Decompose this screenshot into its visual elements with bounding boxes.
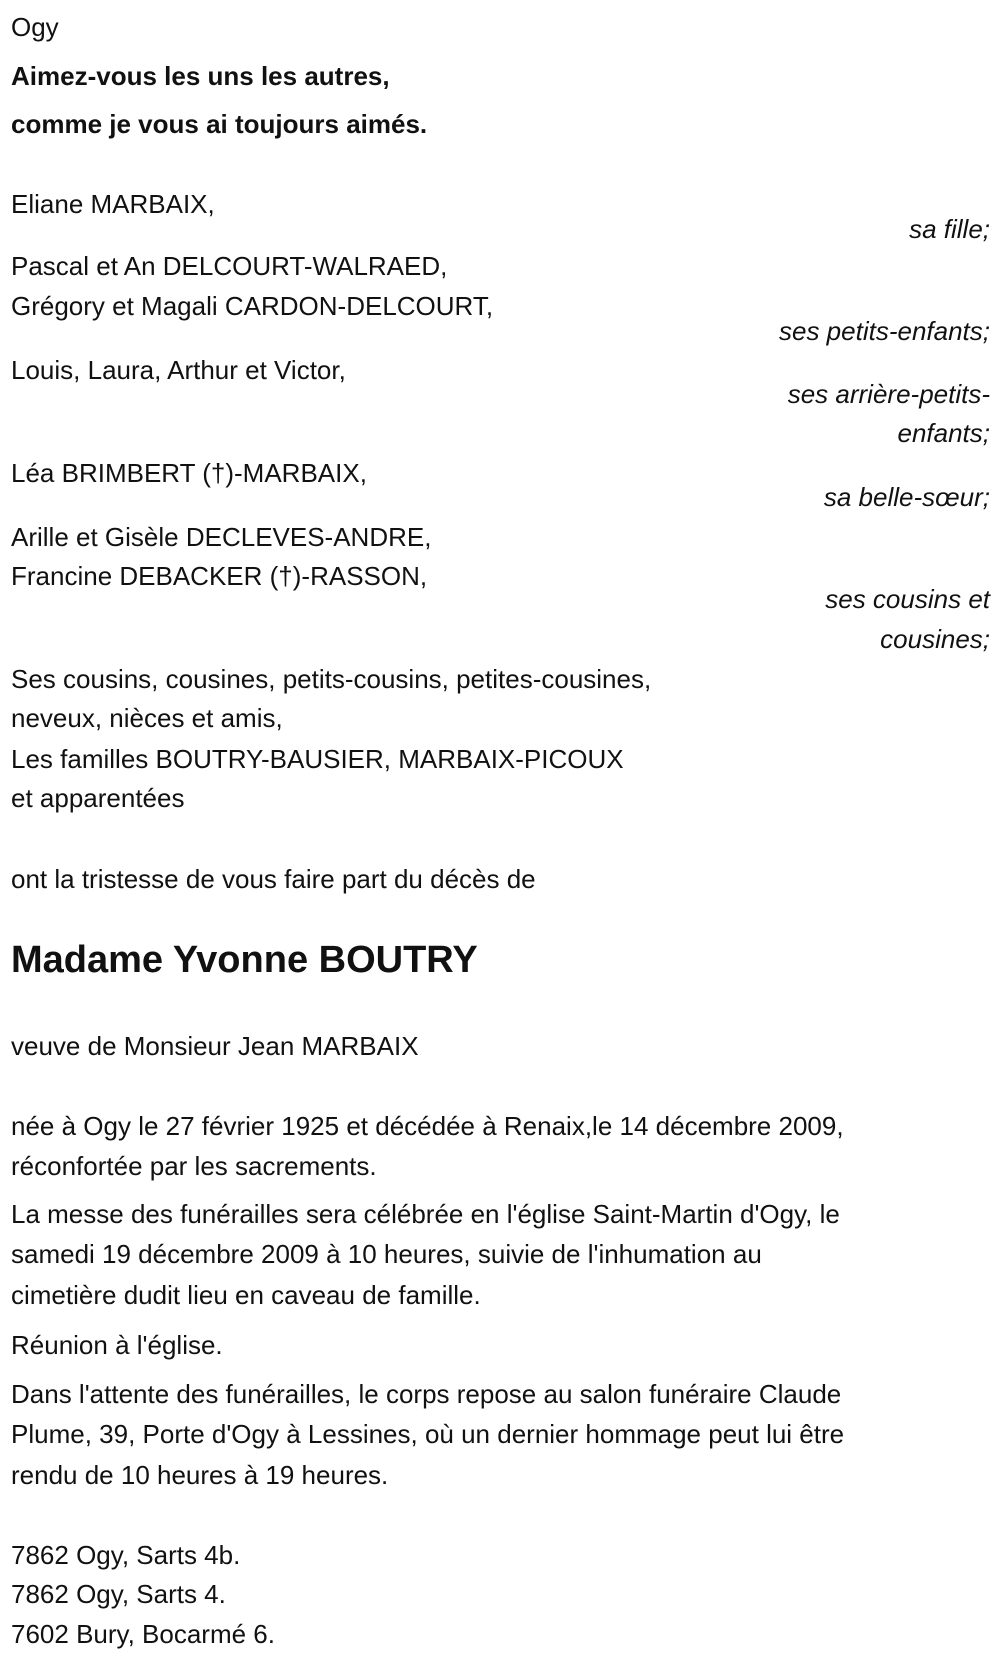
mass-line: samedi 19 décembre 2009 à 10 heures, suivie de l'inhumation au: [11, 1239, 762, 1269]
address: 7862 Ogy, Sarts 4.: [11, 1579, 226, 1609]
viewing-line: Dans l'attente des funérailles, le corps repose au salon funéraire Claude: [11, 1379, 842, 1409]
place: Ogy: [11, 12, 59, 42]
family-name: Grégory et Magali CARDON-DELCOURT,: [11, 291, 494, 321]
mass-line: cimetière dudit lieu en caveau de famille.: [11, 1280, 481, 1310]
mass-line: La messe des funérailles sera célébrée en l'église Saint-Martin d'Ogy, le: [11, 1199, 840, 1229]
family-name: Léa BRIMBERT (†)-MARBAIX,: [11, 458, 367, 488]
deceased-name: Madame Yvonne BOUTRY: [11, 939, 478, 981]
birth-death-line: réconfortée par les sacrements.: [11, 1151, 377, 1181]
family-relation: sa fille;: [909, 214, 990, 244]
viewing-line: Plume, 39, Porte d'Ogy à Lessines, où un dernier hommage peut lui être: [11, 1419, 845, 1449]
family-relation: enfants;: [897, 418, 990, 448]
birth-death-line: née à Ogy le 27 février 1925 et décédée à Renaix,le 14 décembre 2009,: [11, 1111, 844, 1141]
address: 7862 Ogy, Sarts 4b.: [11, 1540, 241, 1570]
family-name: Louis, Laura, Arthur et Victor,: [11, 355, 346, 385]
family-relation: ses petits-enfants;: [779, 316, 990, 346]
family-name: Arille et Gisèle DECLEVES-ANDRE,: [11, 522, 432, 552]
family-name: Francine DEBACKER (†)-RASSON,: [11, 561, 428, 591]
family-relation: sa belle-sœur;: [823, 482, 990, 512]
viewing-line: rendu de 10 heures à 19 heures.: [11, 1460, 389, 1490]
verse-line: comme je vous ai toujours aimés.: [11, 109, 428, 139]
others-line: Ses cousins, cousines, petits-cousins, petites-cousines,: [11, 664, 652, 694]
others-line: neveux, nièces et amis,: [11, 703, 283, 733]
others-line: Les familles BOUTRY-BAUSIER, MARBAIX-PICOUX: [11, 744, 624, 774]
widow-of: veuve de Monsieur Jean MARBAIX: [11, 1031, 419, 1061]
family-relation: cousines;: [880, 624, 990, 654]
others-line: et apparentées: [11, 783, 185, 813]
verse-line: Aimez-vous les uns les autres,: [11, 61, 390, 91]
family-name: Pascal et An DELCOURT-WALRAED,: [11, 251, 448, 281]
address: 7602 Bury, Bocarmé 6.: [11, 1619, 275, 1649]
meeting: Réunion à l'église.: [11, 1330, 223, 1360]
family-relation: ses cousins et: [825, 584, 990, 614]
announcement: ont la tristesse de vous faire part du décès de: [11, 864, 536, 894]
family-relation: ses arrière-petits-: [787, 379, 990, 409]
family-name: Eliane MARBAIX,: [11, 189, 215, 219]
